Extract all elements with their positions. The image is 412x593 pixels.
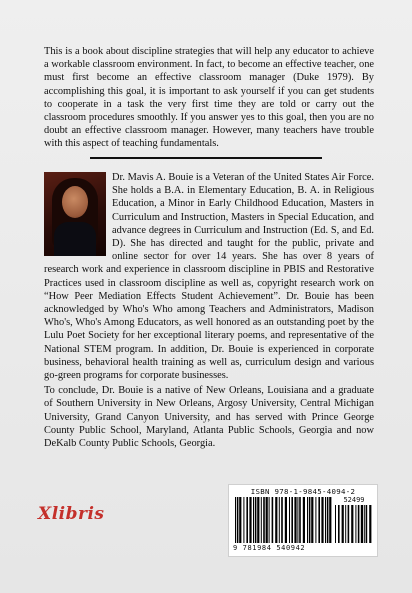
barcode-bar (279, 497, 280, 543)
barcode-bar (315, 497, 316, 543)
price-code-bars (335, 505, 373, 543)
barcode-bar (342, 505, 344, 543)
barcode-bar (249, 497, 251, 543)
barcode-bar (358, 505, 360, 543)
barcode-bar (269, 497, 270, 543)
author-bio-section (44, 171, 374, 450)
author-photo-face (62, 186, 88, 218)
barcode-bar (263, 497, 265, 543)
barcode-bars (235, 497, 333, 543)
barcode-bar (311, 497, 313, 543)
barcode-bar (257, 497, 259, 543)
barcode-bar (309, 497, 311, 543)
barcode-bar (237, 497, 239, 543)
barcode-bar (266, 497, 268, 543)
barcode-bar (345, 505, 346, 543)
barcode-bar (289, 497, 290, 543)
barcode-bar (327, 497, 329, 543)
book-blurb: This is a book about discipline strategies that will help any educator to achieve a workable classroom environment. In fact, to become an effective teacher, one must first become an effective classroom manager (Duke 1979). By accomplishing this goal, it is important to ask yourself if you can get students to cooperate in a task the very first time they are told or carry out the classroom procedures smoothly. If you answer yes to this goal, then you are no doubt an effective classroom manager. However, many teachers have trouble with this aspect of teaching fundamentals. (44, 46, 374, 150)
barcode-bar (239, 497, 241, 543)
ean-digits: 9 781984 540942 (233, 544, 306, 552)
barcode (228, 484, 378, 557)
barcode-bar (338, 505, 340, 543)
barcode-bar (329, 497, 331, 543)
barcode-bar (366, 505, 368, 543)
author-bio: Dr. Mavis A. Bouie is a Veteran of the United States Air Force. She holds a B.A. in Elementary Education, B. A. in Religious Education, a Minor in Early Childhood Education, Masters in Curriculum and Instruction, Masters in Special Education, and advance degrees in Curriculum and Instruction (Ed. S, and Ed. D). She has directed and taught for the public, private and online sector for over 14 years. She has over 8 years of research work and experience in classroom discipline in PBIS and Restorative Practices used in classroom discipline as well as, copyright research work on “How Peer Mediation Effects Student Achievement”. Dr. Bouie has been acknowledged by Who's Who among Teachers and Administrators, Madison Who's, Who's Among Educators, as well honored as an outstanding poet by the Lulu Poet Society for her exceptional literary poems, and representative of the National STEM program. In addition, Dr. Bouie is experienced in corporate business, behavioral health training as well as, curriculum design and various go-green programs for corporate businesses. (44, 172, 374, 382)
barcode-bar (325, 497, 326, 543)
divider-rule (90, 157, 322, 159)
barcode-bar (255, 497, 257, 543)
barcode-bar (281, 497, 283, 543)
barcode-bar (294, 497, 296, 543)
barcode-bar (351, 505, 353, 543)
barcode-bar (335, 505, 336, 543)
barcode-bar (272, 497, 274, 543)
publisher-logo: Xlibris (38, 504, 105, 524)
barcode-bar (235, 497, 236, 543)
barcode-bar (299, 497, 301, 543)
barcode-bar (253, 497, 254, 543)
barcode-bar (318, 497, 320, 543)
barcode-bar (355, 505, 356, 543)
barcode-bar (246, 497, 248, 543)
barcode-bar (364, 505, 365, 543)
barcode-bar (321, 497, 323, 543)
barcode-bar (261, 497, 262, 543)
barcode-bar (361, 505, 363, 543)
price-code: 52499 (343, 496, 365, 504)
barcode-bar (348, 505, 350, 543)
barcode-bar (303, 497, 305, 543)
barcode-bar (285, 497, 287, 543)
author-photo-body (54, 222, 96, 256)
barcode-bar (297, 497, 298, 543)
barcode-bar (243, 497, 244, 543)
barcode-bar (369, 505, 371, 543)
barcode-bar (275, 497, 277, 543)
barcode-bar (291, 497, 293, 543)
barcode-bar (307, 497, 308, 543)
isbn-label: ISBN 978-1-9845-4094-2 (250, 487, 356, 496)
author-conclusion: To conclude, Dr. Bouie is a native of New Orleans, Louisiana and a graduate of Southern University in New Orleans, Argosy University, Central Michigan University, Grand Canyon University, and has served with Prince George County Public School, Maryland, Atlanta Public Schools, Georgia and now DeKalb County Public Schools, Georgia. (44, 385, 374, 450)
